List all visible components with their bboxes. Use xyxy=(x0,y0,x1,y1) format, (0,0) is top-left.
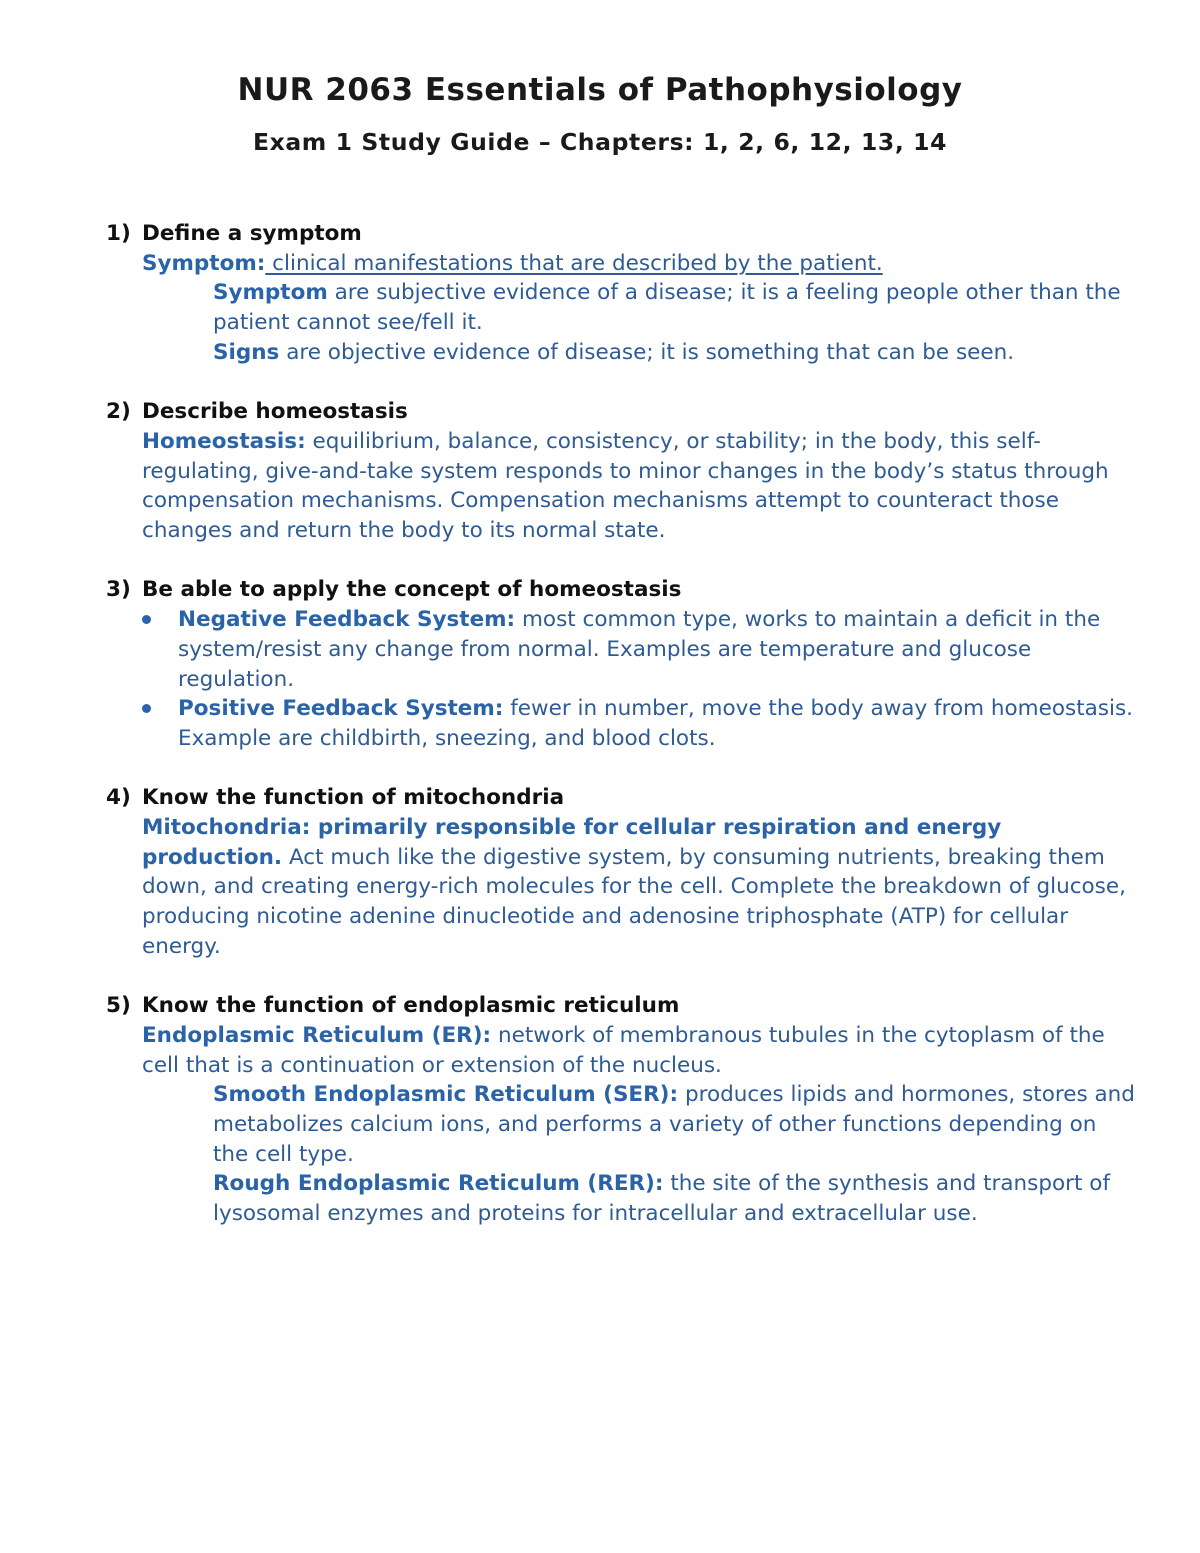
bullet-list xyxy=(106,605,1136,754)
answer-subitem xyxy=(213,1169,1136,1228)
section-number: 1) xyxy=(106,221,131,246)
subitem-text: are objective evidence of disease; it is something that can be seen. xyxy=(279,339,1015,365)
answer-subitem xyxy=(213,338,1136,368)
list-item xyxy=(178,605,1136,694)
section-heading xyxy=(106,219,1136,249)
bullet-text: most common type, works to maintain a deficit in the system/resist any change from normal. Examples are temperature and glucose regulation. xyxy=(178,607,1101,692)
document-subtitle: Exam 1 Study Guide – Chapters: 1, 2, 6, 12, 13, 14 xyxy=(252,128,948,156)
answer-term: Mitochondria: primarily responsible for cellular respiration and energy production. xyxy=(142,815,1002,870)
section-5 xyxy=(106,991,1136,1229)
answer-definition: equilibrium, balance, consistency, or stability; in the body, this self-regulating, give-and-take system responds to minor changes in the body’s status through compensation mechanisms. Compensation mechanisms attempt to counteract those changes and return the body to its normal state. xyxy=(142,428,1109,544)
section-answer xyxy=(142,1021,1136,1080)
document-title: NUR 2063 Essentials of Pathophysiology xyxy=(237,72,963,108)
section-heading xyxy=(106,783,1136,813)
subitem-term: Rough Endoplasmic Reticulum (RER): xyxy=(213,1171,664,1197)
section-heading xyxy=(106,991,1136,1021)
subitem-term: Smooth Endoplasmic Reticulum (SER): xyxy=(213,1082,679,1108)
subitem-text: are subjective evidence of a disease; it is a feeling people other than the patient cannot see/fell it. xyxy=(213,280,1121,336)
answer-definition: clinical manifestations that are described by the patient. xyxy=(265,250,883,276)
bullet-text: fewer in number, move the body away from homeostasis. Example are childbirth, sneezing, and blood clots. xyxy=(178,696,1134,751)
section-number: 3) xyxy=(106,577,131,603)
subitem-term: Symptom xyxy=(213,280,328,306)
answer-definition: Act much like the digestive system, by consuming nutrients, breaking them down, and creating energy-rich molecules for the cell. Complete the breakdown of glucose, producing nicotine adenine dinucleotide and adenosine triphosphate (ATP) for cellular energy. xyxy=(142,844,1126,959)
subitem-text: the site of the synthesis and transport of lysosomal enzymes and proteins for intracellular and extracellular use. xyxy=(213,1171,1111,1227)
section-heading-text: Know the function of mitochondria xyxy=(142,785,565,811)
section-heading xyxy=(106,397,1136,427)
answer-definition: network of membranous tubules in the cytoplasm of the cell that is a continuation or extension of the nucleus. xyxy=(142,1022,1105,1078)
bullet-term: Negative Feedback System: xyxy=(178,607,516,633)
answer-term: Endoplasmic Reticulum (ER): xyxy=(142,1022,492,1048)
section-heading xyxy=(106,575,1136,605)
section-heading-text: Define a symptom xyxy=(142,221,362,246)
bullet-icon xyxy=(142,615,151,624)
section-answer xyxy=(142,813,1136,962)
section-heading-text: Describe homeostasis xyxy=(142,399,408,425)
section-answer xyxy=(142,249,1136,279)
section-heading-text: Be able to apply the concept of homeostasis xyxy=(142,577,682,603)
section-heading-text: Know the function of endoplasmic reticulum xyxy=(142,993,680,1019)
bullet-icon xyxy=(142,704,151,713)
section-number: 5) xyxy=(106,993,131,1019)
section-4 xyxy=(106,783,1136,961)
section-answer xyxy=(142,427,1136,546)
section-number: 4) xyxy=(106,785,131,811)
section-2 xyxy=(106,397,1136,546)
section-3 xyxy=(106,575,1136,753)
study-guide-content xyxy=(106,219,1136,1259)
answer-subitem xyxy=(213,1080,1136,1169)
bullet-term: Positive Feedback System: xyxy=(178,696,504,722)
answer-term: Homeostasis: xyxy=(142,428,306,454)
answer-term: Symptom: xyxy=(142,250,266,276)
section-1 xyxy=(106,219,1136,368)
section-number: 2) xyxy=(106,399,131,425)
subitem-term: Signs xyxy=(213,339,280,365)
list-item xyxy=(178,694,1136,753)
answer-subitem xyxy=(213,278,1136,337)
subitem-text: produces lipids and hormones, stores and metabolizes calcium ions, and performs a variety of other functions depending on the cell type. xyxy=(213,1082,1135,1167)
